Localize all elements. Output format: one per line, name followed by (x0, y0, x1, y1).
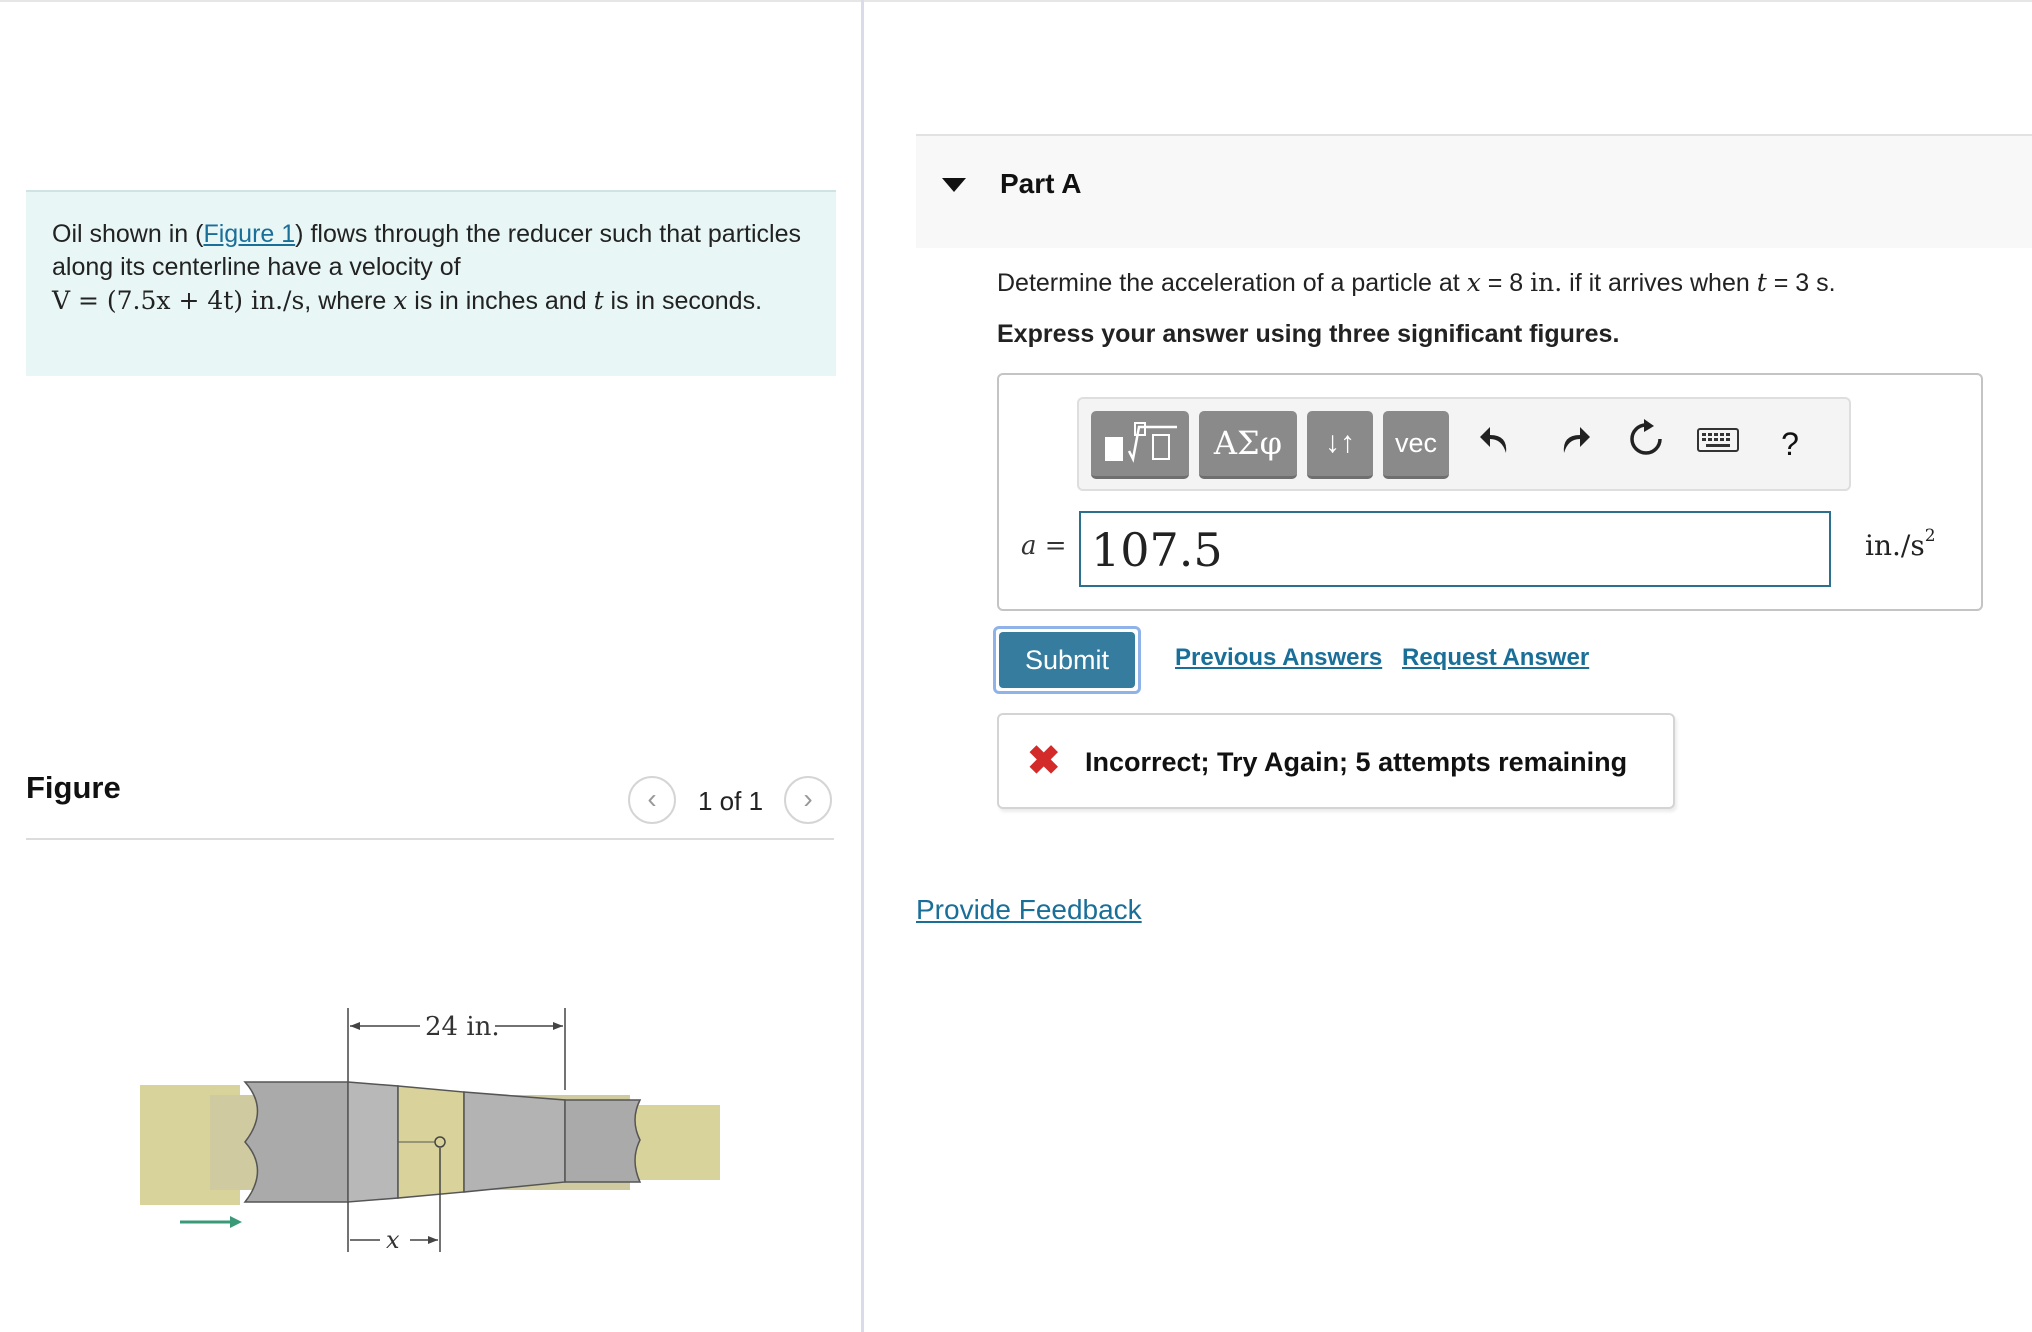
question-part: Determine the acceleration of a particle at (997, 269, 1467, 297)
redo-icon[interactable] (1549, 419, 1599, 469)
answer-units (1865, 525, 1936, 562)
chevron-right-icon[interactable]: › (784, 776, 832, 824)
reset-icon[interactable] (1621, 419, 1671, 469)
request-answer-link[interactable]: Request Answer (1402, 644, 1590, 671)
error-x-icon: ✖ (1027, 739, 1061, 783)
question-text (997, 268, 1836, 298)
answer-label-text: a = (1021, 531, 1067, 561)
answer-box (997, 373, 1983, 611)
help-button[interactable]: ? (1781, 426, 1799, 462)
provide-feedback-link[interactable]: Provide Feedback (916, 894, 1142, 925)
problem-text: is in inches and (407, 287, 594, 315)
templates-icon[interactable] (1091, 411, 1189, 479)
dimension-label: 24 in. (425, 1012, 500, 1042)
units-text: in./s (1865, 529, 1925, 562)
x-dimension-label: x (386, 1226, 400, 1254)
math-toolbar (1077, 397, 1851, 491)
arrows-button[interactable]: ↓↑ (1307, 411, 1373, 479)
vec-button[interactable]: vec (1383, 411, 1449, 479)
part-title: Part A (1000, 168, 1082, 199)
feedback-box (997, 713, 1675, 809)
figure-pager: 1 of 1 (698, 786, 764, 816)
keyboard-icon[interactable] (1693, 419, 1743, 469)
submit-focus-ring (993, 626, 1141, 694)
answer-label (1021, 530, 1067, 561)
caret-down-icon[interactable] (942, 178, 966, 192)
figure-title: Figure (26, 770, 121, 805)
feedback-message: Incorrect; Try Again; 5 attempts remaining (1085, 747, 1628, 777)
var-x: x (1466, 268, 1481, 297)
problem-statement (26, 190, 836, 376)
problem-text: is in seconds. (603, 287, 763, 315)
pane-divider[interactable] (861, 0, 864, 1332)
figure-link[interactable]: Figure 1 (203, 220, 296, 248)
reducer-figure (130, 990, 730, 1270)
units-exponent: 2 (1924, 525, 1936, 546)
figure-header (26, 760, 834, 840)
var-t: t (1756, 268, 1767, 297)
unit-in: in. (1530, 268, 1563, 297)
submit-button[interactable]: Submit (999, 632, 1135, 688)
velocity-expression: V = (7.5x + 4t) in./s (52, 286, 305, 315)
top-rule (0, 0, 2032, 2)
question-part: = 3 s. (1766, 269, 1836, 297)
problem-text: , where (304, 287, 394, 315)
problem-text: Oil shown in ( (52, 220, 204, 248)
var-x: x (393, 286, 408, 315)
instruction-text: Express your answer using three significant figures. (997, 320, 1620, 348)
chevron-left-icon[interactable]: ‹ (628, 776, 676, 824)
question-part: = 8 (1480, 269, 1531, 297)
var-t: t (593, 286, 604, 315)
question-part: if it arrives when (1562, 269, 1757, 297)
problem-text: ) flows through the reducer such that particles along its centerline have a velocity of (52, 220, 801, 281)
previous-answers-link[interactable]: Previous Answers (1175, 644, 1383, 671)
undo-icon[interactable] (1471, 419, 1521, 469)
answer-input[interactable]: 107.5 (1079, 511, 1831, 587)
part-header[interactable] (916, 134, 2032, 248)
greek-symbols-button[interactable]: ΑΣφ (1199, 411, 1297, 479)
